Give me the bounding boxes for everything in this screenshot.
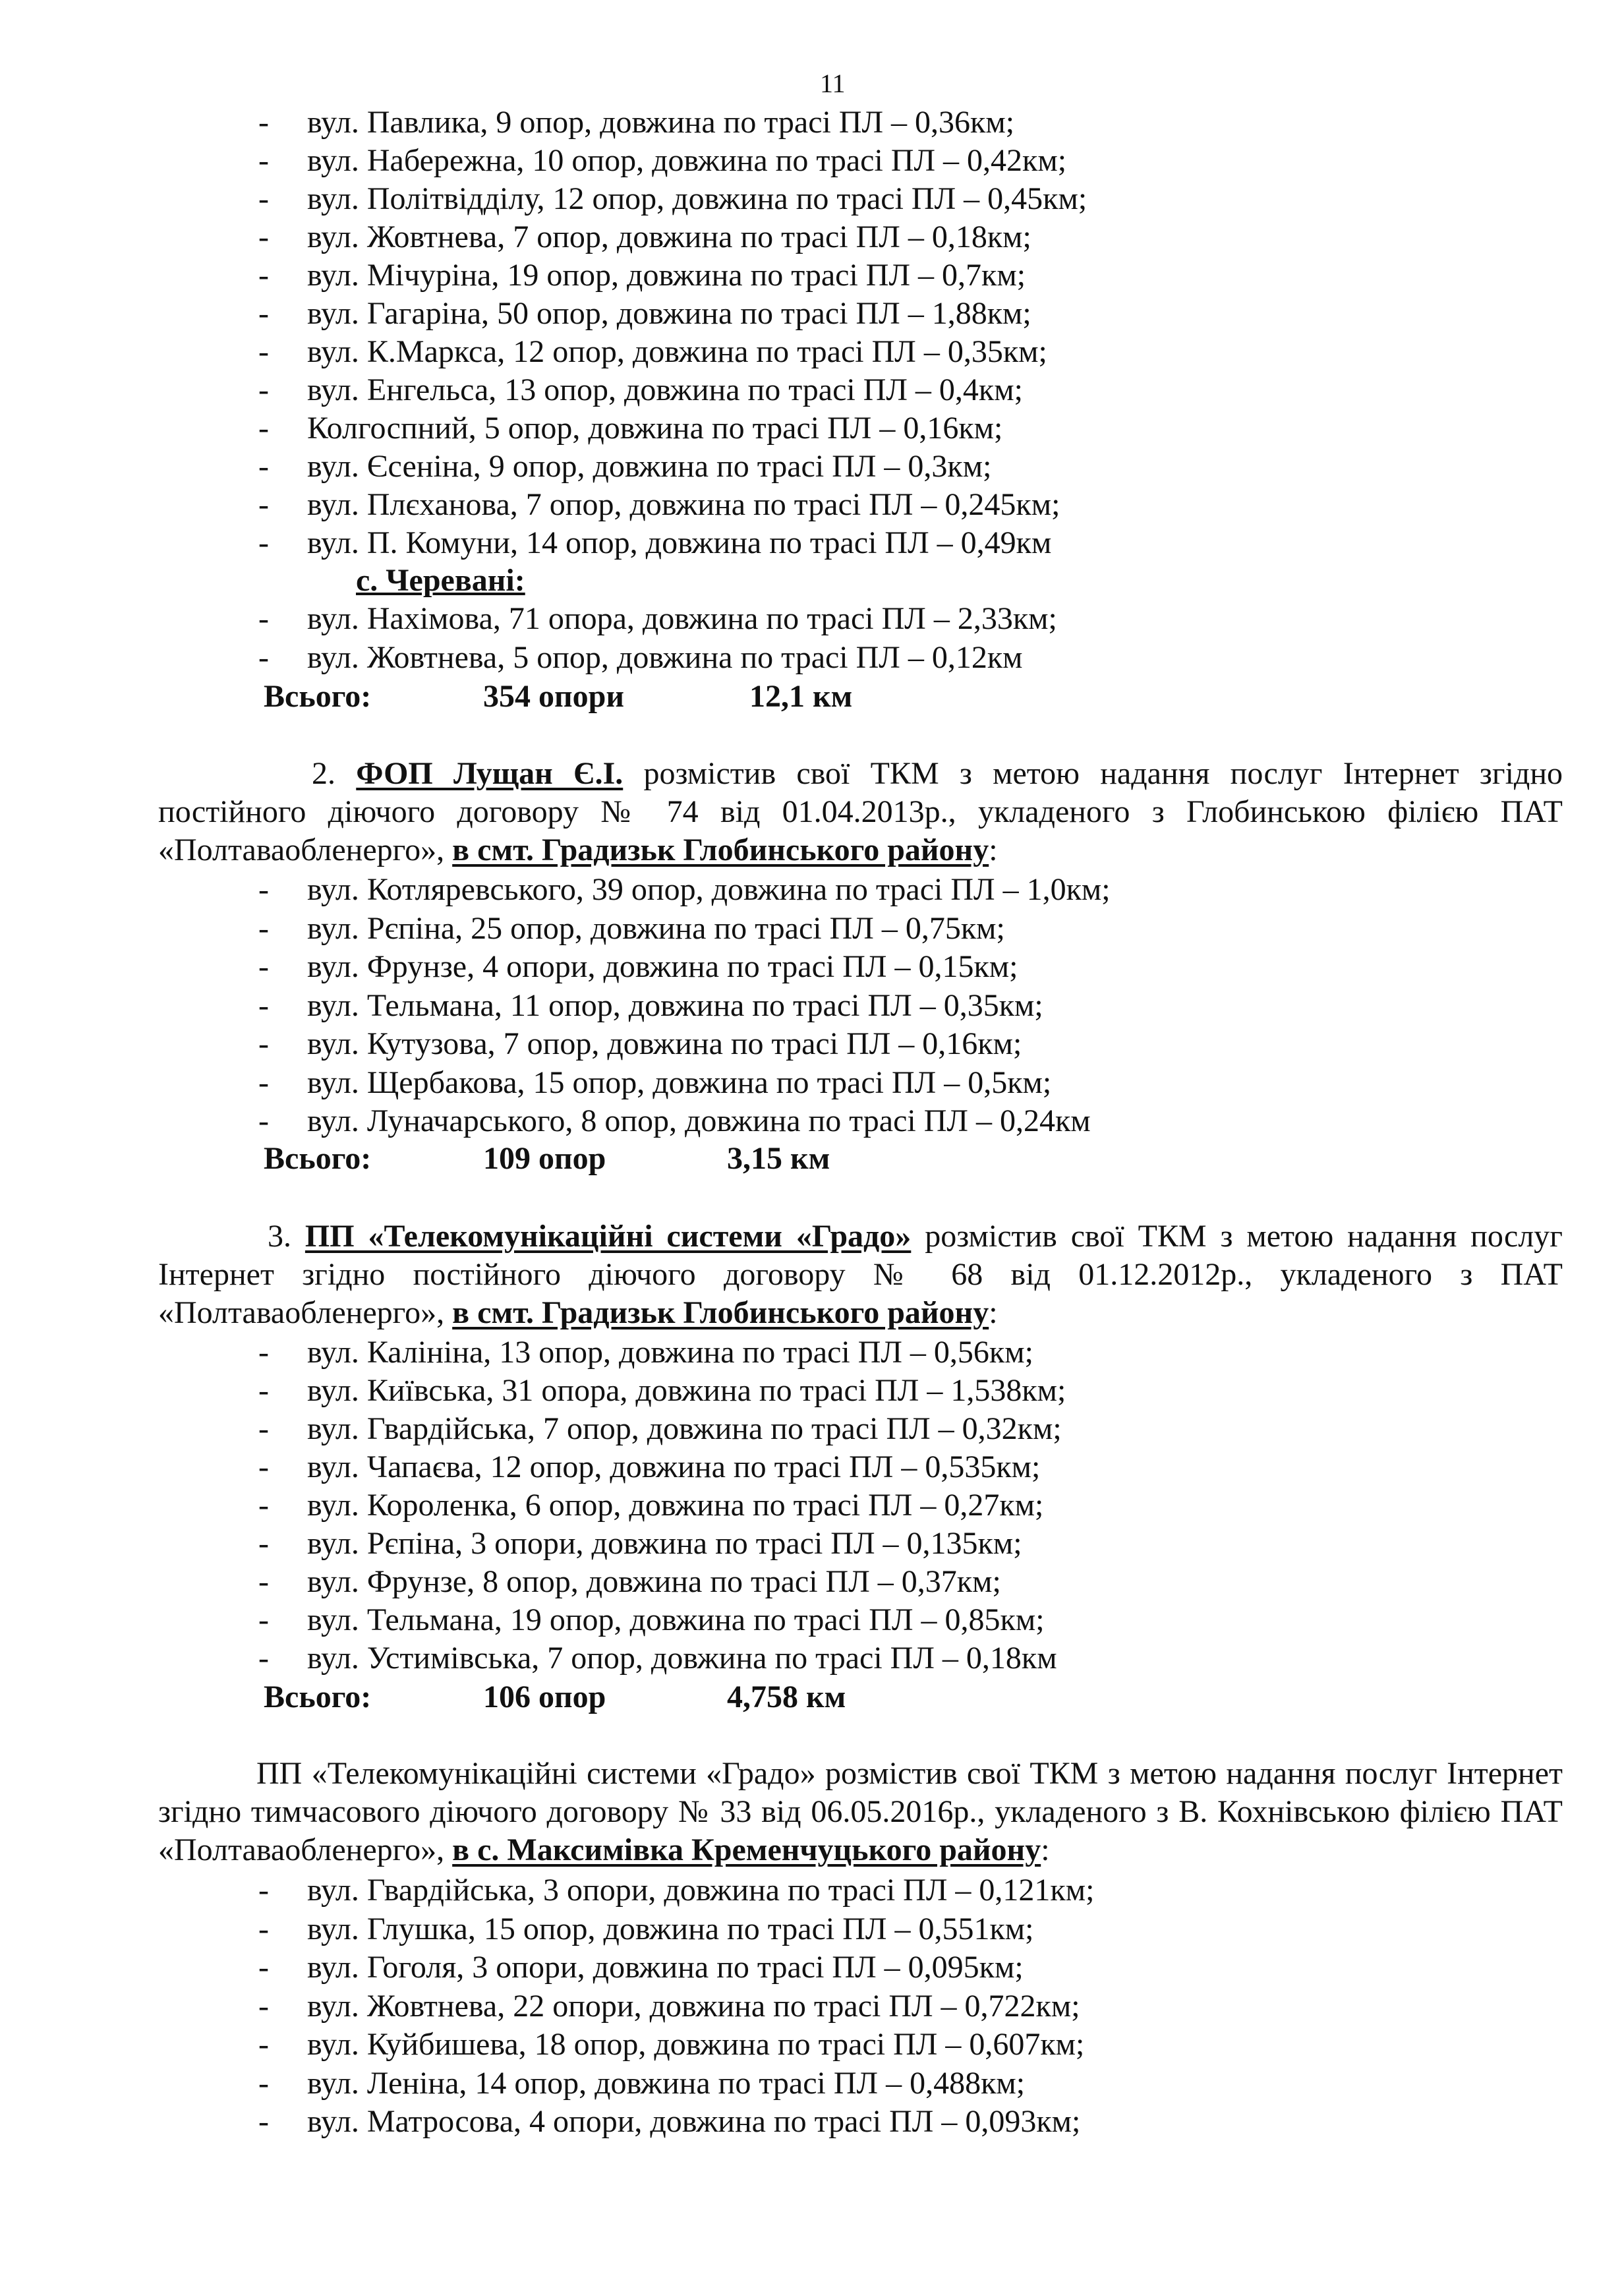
list-item-text: вул. Леніна, 14 опор, довжина по трасі ПЛ – 0,488км; [307,2065,1026,2101]
list-item-text: вул. Плєханова, 7 опор, довжина по трасі ПЛ – 0,245км; [307,487,1060,522]
list-bullet: - [258,639,269,675]
list-item-text: вул. Фрунзе, 8 опор, довжина по трасі ПЛ – 0,37км; [307,1564,1001,1599]
list-bullet: - [258,1026,269,1061]
paragraph-text: розмістив свої ТКМ з метою надання послуг Інтернет згідно постійного діючого договору № 74 від 01.04.2013р., укладеного з Глобинською філією ПАТ «Полтаваобленерго», [158,756,1563,867]
list-bullet: - [258,910,269,946]
list-item-text: вул. Устимівська, 7 опор, довжина по трасі ПЛ – 0,18км [307,1641,1057,1676]
list-item-text: вул. Енгельса, 13 опор, довжина по трасі ПЛ – 0,4км; [307,372,1023,407]
list-bullet: - [258,987,269,1023]
total-label: Всього: [264,679,372,714]
list-bullet: - [258,258,269,293]
list-bullet: - [258,334,269,369]
list-bullet: - [258,1873,269,1908]
location: в смт. Градизьк Глобинського району [452,1295,989,1330]
list-item-text: вул. Луначарського, 8 опор, довжина по трасі ПЛ – 0,24км [307,1103,1091,1138]
list-bullet: - [258,1950,269,1985]
list-item-text: вул. Короленка, 6 опор, довжина по трасі ПЛ – 0,27км; [307,1488,1044,1523]
list-bullet: - [258,1411,269,1446]
paragraph-text: ПП «Телекомунікаційні системи «Градо» розмістив свої ТКМ з метою надання послуг Інтернет згідно тимчасового діючого договору № 33 від 06.05.2016р., укладеного з В. Кохнівською філією ПАТ «Полтаваобленерго», [158,1756,1563,1867]
list-bullet: - [258,872,269,907]
section-3-paragraph [158,1217,1563,1332]
total-supports: 354 опори [483,679,625,714]
location: в смт. Градизьк Глобинського району [452,832,989,867]
list-bullet: - [258,1449,269,1484]
list-bullet: - [258,1103,269,1138]
section-number: 2. [312,756,357,791]
list-bullet: - [258,1641,269,1676]
list-item-text: вул. Павлика, 9 опор, довжина по трасі ПЛ – 0,36км; [307,105,1015,140]
list-item-text: вул. Чапаєва, 12 опор, довжина по трасі ПЛ – 0,535км; [307,1449,1041,1484]
list-item-text: вул. Щербакова, 15 опор, довжина по трасі ПЛ – 0,5км; [307,1065,1052,1100]
total-length: 4,758 км [727,1679,846,1714]
list-item-text: вул. Тельмана, 19 опор, довжина по трасі ПЛ – 0,85км; [307,1602,1045,1637]
list-bullet: - [258,525,269,560]
list-item-text: вул. Гоголя, 3 опори, довжина по трасі ПЛ – 0,095км; [307,1950,1024,1985]
colon: : [989,832,998,867]
list-bullet: - [258,372,269,407]
section-2-paragraph [158,755,1563,869]
list-bullet: - [258,1526,269,1561]
list-bullet: - [258,296,269,331]
total-label: Всього: [264,1679,372,1714]
list-bullet: - [258,1373,269,1408]
list-item-text: вул. Політвідділу, 12 опор, довжина по трасі ПЛ – 0,45км; [307,181,1088,216]
list-item-text: вул. Глушка, 15 опор, довжина по трасі ПЛ – 0,551км; [307,1911,1034,1946]
list-bullet: - [258,949,269,984]
total-supports: 106 опор [483,1679,606,1714]
list-item-text: вул. Тельмана, 11 опор, довжина по трасі ПЛ – 0,35км; [307,987,1043,1023]
list-bullet: - [258,411,269,446]
list-bullet: - [258,487,269,522]
total-label: Всього: [264,1141,372,1176]
list-item-text: вул. Рєпіна, 25 опор, довжина по трасі ПЛ – 0,75км; [307,910,1005,946]
list-item-text: вул. Гагаріна, 50 опор, довжина по трасі ПЛ – 1,88км; [307,296,1031,331]
list-item-text: вул. Калініна, 13 опор, довжина по трасі ПЛ – 0,56км; [307,1335,1033,1370]
list-item-text: вул. Кутузова, 7 опор, довжина по трасі ПЛ – 0,16км; [307,1026,1022,1061]
village-subheading: с. Черевані: [356,563,525,598]
list-bullet: - [258,2104,269,2139]
list-bullet: - [258,2027,269,2062]
total-length: 12,1 км [749,679,853,714]
list-item-text: вул. Матросова, 4 опори, довжина по трасі ПЛ – 0,093км; [307,2104,1081,2139]
list-item-text: вул. Гвардійська, 3 опори, довжина по трасі ПЛ – 0,121км; [307,1873,1095,1908]
list-bullet: - [258,105,269,140]
list-bullet: - [258,1335,269,1370]
section-number: 3. [268,1219,305,1254]
section-4-paragraph [158,1755,1563,1869]
list-bullet: - [258,143,269,178]
page-number: 11 [820,69,846,98]
list-item-text: вул. Мічуріна, 19 опор, довжина по трасі ПЛ – 0,7км; [307,258,1026,293]
colon: : [989,1295,998,1330]
list-bullet: - [258,181,269,216]
list-item-text: вул. Набережна, 10 опор, довжина по трасі ПЛ – 0,42км; [307,143,1067,178]
list-bullet: - [258,1488,269,1523]
organization-name: ФОП Лущан Є.І. [356,756,624,791]
location: в с. Максимівка Кременчуцького району [452,1832,1041,1867]
list-item-text: вул. Київська, 31 опора, довжина по трасі ПЛ – 1,538км; [307,1373,1066,1408]
colon: : [1041,1832,1050,1867]
list-item-text: вул. Жовтнева, 5 опор, довжина по трасі ПЛ – 0,12км [307,639,1023,675]
list-item-text: вул. П. Комуни, 14 опор, довжина по трасі ПЛ – 0,49км [307,525,1052,560]
list-item-text: вул. К.Маркса, 12 опор, довжина по трасі ПЛ – 0,35км; [307,334,1047,369]
list-bullet: - [258,1988,269,2024]
total-supports: 109 опор [483,1141,606,1176]
list-item-text: вул. Куйбишева, 18 опор, довжина по трасі ПЛ – 0,607км; [307,2027,1085,2062]
organization-name: ПП «Телекомунікаційні системи «Градо» [304,1219,912,1254]
list-bullet: - [258,601,269,636]
paragraph-text: розмістив свої ТКМ з метою надання послуг Інтернет згідно постійного діючого договору № 68 від 01.12.2012р., укладеного з ПАТ «Полтаваобленерго», [158,1219,1563,1330]
list-bullet: - [258,219,269,254]
list-bullet: - [258,2065,269,2101]
list-item-text: вул. Гвардійська, 7 опор, довжина по трасі ПЛ – 0,32км; [307,1411,1062,1446]
list-item-text: вул. Фрунзе, 4 опори, довжина по трасі ПЛ – 0,15км; [307,949,1018,984]
list-bullet: - [258,1911,269,1946]
list-item-text: вул. Єсеніна, 9 опор, довжина по трасі ПЛ – 0,3км; [307,449,992,484]
list-bullet: - [258,1602,269,1637]
list-item-text: вул. Нахімова, 71 опора, довжина по трасі ПЛ – 2,33км; [307,601,1057,636]
list-bullet: - [258,1065,269,1100]
list-item-text: вул. Жовтнева, 22 опори, довжина по трасі ПЛ – 0,722км; [307,1988,1080,2024]
list-item-text: вул. Жовтнева, 7 опор, довжина по трасі ПЛ – 0,18км; [307,219,1031,254]
list-item-text: вул. Рєпіна, 3 опори, довжина по трасі ПЛ – 0,135км; [307,1526,1022,1561]
list-bullet: - [258,1564,269,1599]
total-length: 3,15 км [727,1141,830,1176]
list-bullet: - [258,449,269,484]
list-item-text: Колгоспний, 5 опор, довжина по трасі ПЛ – 0,16км; [307,411,1003,446]
list-item-text: вул. Котляревського, 39 опор, довжина по трасі ПЛ – 1,0км; [307,872,1111,907]
